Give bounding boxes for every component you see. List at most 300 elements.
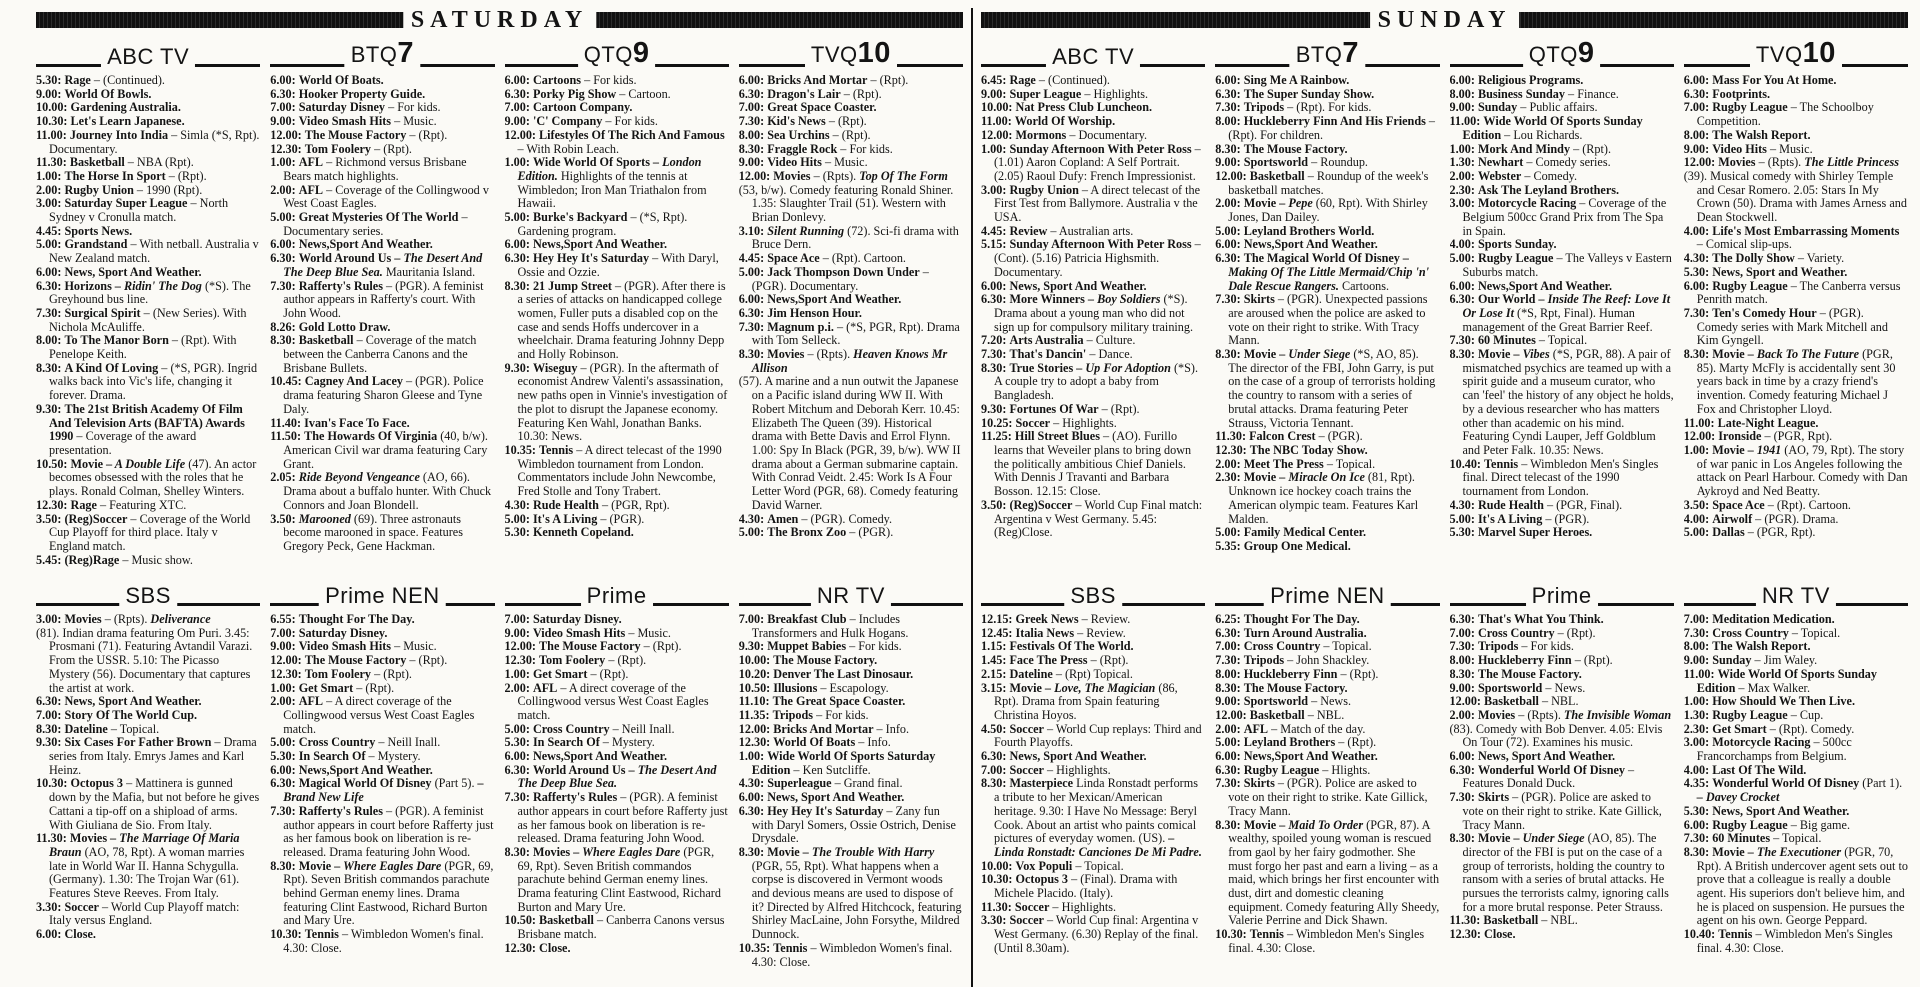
- program-description: – Wimbledon Women's final. 4.30: Close.: [283, 927, 484, 955]
- program-entry: [1684, 348, 1908, 417]
- program-time: 6.30:: [1215, 762, 1241, 777]
- program-description: – (Rpt). For children.: [1228, 114, 1435, 142]
- program-description: – (PGR). Police are asked to vote on their right to strike. Kate Gillick, Tracy Mann.: [1462, 790, 1662, 832]
- program-description: – (Rpts).: [804, 347, 851, 362]
- program-entry: [1215, 654, 1439, 668]
- program-time: 7.00:: [738, 100, 765, 115]
- program-time: 1.30:: [1683, 707, 1710, 722]
- program-title: Tennis: [304, 927, 339, 942]
- program-entry: [505, 513, 729, 527]
- program-title: Religious Programs.: [1477, 73, 1584, 87]
- program-description: – Topical.: [1320, 639, 1372, 654]
- program-time: 6.00:: [1683, 278, 1710, 293]
- program-description: (PGR, 69, Rpt). Seven British commandos parachute behind German enemy lines. Drama featuring Clint Eastwood, Richard Burton and Mary Ure.: [283, 858, 494, 928]
- program-time: 12.00:: [270, 653, 302, 668]
- program-time: 2.00:: [270, 182, 296, 197]
- program-description: – North Sydney v Cronulla match.: [49, 196, 229, 225]
- program-time: 8.00:: [36, 333, 62, 348]
- program-time: 8.30:: [981, 776, 1007, 791]
- program-entry: [1215, 293, 1439, 348]
- program-description: – Music.: [821, 155, 868, 170]
- program-subtitle: – Miracle On Ice: [1276, 470, 1365, 485]
- program-time: 9.00:: [36, 86, 62, 101]
- program-title: Thought For The Day.: [298, 612, 415, 626]
- program-time: 6.00:: [270, 73, 296, 87]
- channel-name: [1523, 38, 1601, 70]
- program-entry: [1684, 723, 1908, 737]
- program-time: 6.30:: [36, 278, 62, 293]
- program-title: More Winners: [1009, 292, 1085, 307]
- program-title: Soccer: [64, 899, 99, 914]
- program-description: (*S). The Greyhound bus line.: [49, 278, 251, 307]
- program-entry: [1215, 819, 1439, 929]
- program-description: – Dance.: [1086, 347, 1133, 362]
- program-entry: [1215, 613, 1439, 627]
- program-entry: [1215, 640, 1439, 654]
- program-title: Rafferty's Rules: [298, 278, 383, 293]
- program-time: 2.00:: [1449, 168, 1475, 183]
- program-description: – Hlights.: [1319, 762, 1371, 777]
- program-entry: [1450, 156, 1674, 170]
- program-entry: [505, 115, 729, 129]
- program-description: – (PGR). Drama.: [1752, 511, 1839, 526]
- program-time: 9.00:: [1449, 100, 1475, 115]
- program-time: 10.50:: [738, 680, 771, 695]
- program-title: Skirts: [1477, 790, 1510, 805]
- program-time: 12.45:: [981, 625, 1013, 640]
- program-entry: [739, 723, 963, 737]
- program-time: 9.00:: [270, 114, 296, 129]
- program-title: Grandstand: [64, 237, 128, 252]
- program-entry: [36, 499, 260, 513]
- program-time: 8.00:: [738, 127, 765, 142]
- program-title: Cross Country: [1243, 639, 1321, 654]
- program-title: Meet The Press: [1243, 456, 1324, 471]
- program-time: 4.00:: [1449, 237, 1475, 252]
- program-entry: [36, 156, 260, 170]
- program-title: Wide World Of Sports Saturday Edition: [751, 749, 936, 777]
- program-description: – Includes Transformers and Hulk Hogans.: [751, 612, 909, 640]
- program-entry: [1684, 777, 1908, 804]
- program-title: Festivals Of The World.: [1009, 639, 1134, 654]
- program-description: (*S, Rpt, Final). Human management of the Great Barrier Reef.: [1462, 305, 1653, 334]
- channel-number: 10: [1802, 38, 1836, 69]
- program-entry: [1684, 668, 1908, 695]
- program-time: 7.00:: [1683, 612, 1710, 626]
- program-title: Get Smart: [298, 680, 354, 695]
- program-title: Rage: [1009, 73, 1036, 87]
- program-time: 1.00:: [738, 749, 765, 764]
- program-time: 11.25:: [981, 429, 1012, 444]
- program-time: 11.50:: [270, 429, 302, 444]
- program-entry: [1215, 471, 1439, 526]
- program-title: Sportsworld: [1243, 694, 1309, 709]
- program-entry: [739, 266, 963, 293]
- program-time: 8.00:: [1683, 127, 1710, 142]
- program-title: Review: [1009, 223, 1048, 238]
- program-description: Cartoons.: [1338, 278, 1390, 293]
- program-title: Bricks And Mortar: [767, 73, 868, 87]
- program-entry: [36, 266, 260, 280]
- program-title: Saturday Disney: [298, 100, 386, 115]
- program-time: 2.30:: [1683, 721, 1710, 736]
- program-entry: [1215, 197, 1439, 224]
- channel-name-text: BTQ: [1295, 42, 1343, 67]
- program-time: 3.50:: [981, 497, 1007, 512]
- program-description: – World Cup Playoff match: Italy versus England.: [49, 899, 240, 928]
- channel-column: [1684, 577, 1908, 987]
- program-time: 5.30:: [36, 73, 62, 87]
- program-title: Tennis: [1718, 927, 1753, 942]
- program-time: 9.30:: [738, 639, 765, 654]
- program-entry: [1684, 74, 1908, 88]
- program-description: – (Rpt). Cartoon.: [1764, 497, 1851, 512]
- channel-header: [36, 38, 260, 74]
- program-time: 6.30:: [504, 251, 530, 266]
- program-description: – (*S, PGR). Ingrid walks back into Vic's life, changing it forever. Drama.: [49, 360, 258, 403]
- program-entry: [1450, 280, 1674, 294]
- program-title: (Reg)Rage: [64, 552, 120, 567]
- program-entry: [36, 74, 260, 88]
- program-description: – (Rpt).: [353, 680, 395, 695]
- program-time: 8.30:: [270, 333, 296, 348]
- program-entry: [270, 471, 494, 512]
- program-time: 5.00:: [504, 210, 530, 225]
- program-entry: [1450, 750, 1674, 764]
- program-title: The Walsh Report.: [1712, 639, 1811, 654]
- program-time: 2.00:: [504, 680, 530, 695]
- program-entry: [505, 791, 729, 846]
- program-title: Video Hits: [1712, 141, 1767, 156]
- program-entry: [1450, 293, 1674, 334]
- program-title: Wiseguy: [532, 360, 578, 375]
- program-time: 6.00:: [1449, 73, 1475, 87]
- program-description: – For kids.: [385, 100, 441, 115]
- program-entry: [1215, 526, 1439, 540]
- program-entry: [1450, 88, 1674, 102]
- program-title: World Around Us: [298, 251, 392, 266]
- program-description: – (Rpt).: [1337, 666, 1379, 681]
- program-entry: [36, 115, 260, 129]
- program-entry: [1215, 627, 1439, 641]
- channel-name-text: NR TV: [1761, 583, 1830, 608]
- program-title: Soccer: [1009, 721, 1044, 736]
- program-time: 6.30:: [981, 292, 1007, 307]
- program-time: 8.00:: [1449, 653, 1475, 668]
- program-title: Hill Street Blues: [1014, 429, 1100, 444]
- program-title: Tennis: [1249, 927, 1284, 942]
- program-time: 6.30:: [1215, 625, 1241, 640]
- program-title: Cross Country: [532, 721, 610, 736]
- program-title: Muppet Babies: [767, 639, 847, 654]
- program-title: Basketball: [1483, 913, 1539, 928]
- program-entry: [1215, 430, 1439, 444]
- program-time: 6.30:: [981, 749, 1007, 764]
- channel-name-text: ABC TV: [1052, 44, 1135, 69]
- program-description: – For kids.: [846, 639, 902, 654]
- program-time: 12.30:: [504, 653, 536, 668]
- program-entry: [1215, 156, 1439, 170]
- program-time: 6.30:: [738, 305, 765, 320]
- program-description: – Features Donald Duck.: [1462, 762, 1635, 791]
- program-entry: [505, 764, 729, 791]
- program-description: – (Rpt).: [1571, 653, 1613, 668]
- program-title: News,Sport And Weather.: [767, 292, 902, 307]
- program-title: News,Sport And Weather.: [1243, 237, 1378, 252]
- program-subtitle: – Love, The Magician: [1041, 680, 1156, 695]
- program-title: It's A Living: [532, 511, 598, 526]
- program-title: Wonderful World Of Disney: [1712, 776, 1860, 791]
- program-entry: [36, 832, 260, 901]
- program-entry: [36, 709, 260, 723]
- program-description: Linda Ronstadt performs a tribute to her Mexican/American heritage. 9.30: I Have No Message: Beryl Cook. About an artist who paints comical pictures of everyday women. (US).: [994, 776, 1198, 846]
- program-time: 9.30:: [981, 401, 1007, 416]
- program-title: Movies: [64, 612, 102, 626]
- program-entry: [739, 682, 963, 696]
- program-description: – Zany fun with Daryl Somers, Ossie Ostrich, Denise Drysdale.: [751, 803, 956, 846]
- program-entry: [270, 417, 494, 431]
- program-title: Get Smart: [1712, 721, 1767, 736]
- program-time: 10.40:: [1449, 456, 1481, 471]
- program-description: – A direct coverage of the Collingwood versus West Coast Eagles match.: [283, 694, 475, 736]
- program-entry: [739, 101, 963, 115]
- program-time: 2.00:: [1215, 456, 1241, 471]
- program-title: Tom Foolery: [304, 141, 372, 156]
- program-entry: [270, 513, 494, 554]
- program-time: 7.30:: [1215, 776, 1241, 791]
- program-time: 7.00:: [1449, 625, 1475, 640]
- program-entry: [505, 526, 729, 540]
- program-time: 4.45:: [981, 223, 1007, 238]
- channel-name-text: Prime: [586, 583, 647, 608]
- program-entry: [1450, 499, 1674, 513]
- top-channel-row: [36, 38, 963, 573]
- program-time: 5.00:: [36, 237, 62, 252]
- program-entry: [981, 499, 1205, 540]
- channel-header: [505, 38, 729, 74]
- program-entry: [981, 627, 1205, 641]
- program-time: 10.40:: [1683, 927, 1716, 942]
- program-entry: [1684, 928, 1908, 955]
- program-entry: [1215, 668, 1439, 682]
- program-title: Horizons: [64, 278, 112, 293]
- program-time: 8.30:: [1215, 347, 1241, 362]
- program-entry: [981, 143, 1205, 184]
- program-description: – Info.: [855, 735, 891, 750]
- program-title: Movies: [1718, 155, 1756, 170]
- program-entry: [739, 709, 963, 723]
- program-title: Denver The Last Dinosaur.: [773, 666, 914, 681]
- channel-header: [36, 577, 260, 613]
- channel-column: [270, 38, 494, 573]
- program-description: – (PGR, Final).: [1543, 497, 1623, 512]
- program-title: Cartoon Company.: [532, 100, 633, 115]
- program-description: – News.: [1308, 694, 1352, 709]
- sunday-section: [981, 8, 1908, 987]
- program-time: 6.00:: [981, 278, 1007, 293]
- program-entry: [270, 101, 494, 115]
- program-title: Motorcycle Racing: [1477, 196, 1577, 211]
- program-title: Sports News.: [64, 223, 133, 238]
- program-time: 1.00:: [1449, 141, 1475, 156]
- program-title: Great Space Coaster.: [767, 100, 877, 115]
- program-entry: [1684, 129, 1908, 143]
- program-time: 11.35:: [738, 707, 770, 722]
- program-description: – (Rpt). With Penelope Keith.: [49, 333, 237, 362]
- program-description: – Documentary series.: [283, 210, 468, 238]
- program-description: Mauritania Island.: [382, 264, 476, 279]
- program-entry: [270, 321, 494, 335]
- program-title: Rude Health: [532, 497, 599, 512]
- program-time: 12.00:: [1683, 155, 1716, 170]
- program-title: Movie: [298, 858, 332, 873]
- program-entry: [1450, 101, 1674, 115]
- program-time: 6.30:: [1683, 86, 1710, 101]
- program-title: Rude Health: [1477, 497, 1544, 512]
- program-description: (40, b/w). American Civil war drama featuring Cary Grant.: [283, 429, 488, 471]
- program-title: World Of Boats.: [298, 73, 384, 87]
- program-title: The Dolly Show: [1712, 251, 1795, 266]
- program-description: – Cartoon.: [616, 86, 671, 101]
- program-time: 10.50:: [504, 913, 536, 928]
- program-entry: [36, 307, 260, 334]
- day-divider: [971, 8, 973, 987]
- program-time: 4.45:: [36, 223, 62, 238]
- program-title: Last Of The Wild.: [1712, 762, 1807, 777]
- program-description: – Featuring XTC.: [96, 497, 187, 512]
- program-time: 5.00:: [1215, 735, 1241, 750]
- program-time: 4.00:: [1683, 223, 1710, 238]
- program-description: – (Rpt).: [840, 86, 882, 101]
- program-time: 3.15:: [981, 680, 1007, 695]
- program-entry: [1684, 654, 1908, 668]
- program-entry: [36, 184, 260, 198]
- program-subtitle: – Up For Adoption: [1073, 360, 1171, 375]
- program-title: Cagney And Lacey: [304, 374, 403, 389]
- program-description: – (PGR).: [1542, 511, 1590, 526]
- program-time: 8.30:: [1449, 347, 1475, 362]
- program-time: 6.30:: [1215, 86, 1241, 101]
- program-title: Tripods: [1243, 100, 1285, 115]
- program-entry: [1450, 526, 1674, 540]
- program-title: Basketball: [298, 333, 354, 348]
- program-time: 5.00:: [1683, 525, 1710, 540]
- channel-name-text: SBS: [1070, 583, 1116, 608]
- program-title: Basketball: [1249, 168, 1305, 183]
- program-description: – (Rpt).: [1098, 401, 1140, 416]
- program-time: 7.30:: [1215, 100, 1241, 115]
- program-entry: [981, 873, 1205, 900]
- program-title: News,Sport And Weather.: [298, 762, 433, 777]
- program-time: 7.00:: [738, 612, 765, 626]
- program-description: (*S). A couple try to adopt a baby from Bangladesh.: [994, 360, 1199, 403]
- program-description: – NBL.: [1538, 694, 1579, 709]
- channel-number: 9: [632, 38, 650, 69]
- program-entry: [1215, 115, 1439, 142]
- program-time: 1.00:: [270, 155, 296, 170]
- program-time: 2.00:: [1215, 721, 1241, 736]
- program-title: Tripods: [1477, 639, 1519, 654]
- program-time: 7.00:: [270, 100, 296, 115]
- program-description: – (PGR). After there is a series of attacks on handicapped college women, Fuller puts a disabled cop on the case and sends Hoffs undercover in a wheelchair. Drama featuring Johnny Depp and Holly Robinson.: [517, 278, 726, 362]
- program-title: Movies: [532, 844, 571, 859]
- program-entry: [739, 225, 963, 252]
- program-time: 6.00:: [504, 73, 530, 87]
- program-title: News, Sport And Weather.: [64, 264, 202, 279]
- program-time: 6.30:: [1449, 612, 1475, 626]
- program-entry: [270, 668, 494, 682]
- program-time: 10.00:: [36, 100, 68, 115]
- program-title: Movie: [70, 456, 104, 471]
- program-description: – Wimbledon Men's Singles final. 4.30: Close.: [1696, 927, 1893, 955]
- program-title: 21 Jump Street: [532, 278, 612, 293]
- program-title: Ask The Leyland Brothers.: [1477, 182, 1620, 197]
- program-description: – The Canberra versus Penrith match.: [1696, 278, 1901, 307]
- program-entry: [1684, 640, 1908, 654]
- program-time: 6.00:: [36, 264, 62, 279]
- program-title: Six Cases For Father Brown: [64, 735, 212, 750]
- program-time: 7.30:: [1683, 305, 1710, 320]
- program-entry: [981, 668, 1205, 682]
- program-description: (81). Indian drama featuring Om Puri. 3.45: Prosmani (71). Featuring Avtandil Varazi. From the USSR. 5.10: The Picasso Mystery (56). Documentary that captures the artist at work.: [36, 625, 253, 695]
- program-description: – (PGR). Comedy.: [798, 511, 893, 526]
- program-title: News,Sport And Weather.: [532, 749, 668, 764]
- program-time: 4.00:: [1683, 511, 1710, 526]
- program-time: 9.00:: [981, 86, 1007, 101]
- program-entry: [505, 238, 729, 252]
- program-time: 7.30:: [981, 347, 1007, 362]
- program-description: – Neill Inall.: [375, 735, 441, 750]
- program-entry: [739, 526, 963, 540]
- program-time: 5.15:: [981, 237, 1007, 252]
- program-title: The Mouse Factory: [304, 127, 407, 142]
- program-title: Huckleberry Finn And His Friends: [1243, 114, 1426, 129]
- program-entry: [981, 115, 1205, 129]
- program-title: Thought For The Day.: [1243, 612, 1360, 626]
- program-subtitle: – Inside The Reef: Love It Or Lose It: [1462, 292, 1671, 320]
- program-entry: [1215, 143, 1439, 157]
- program-time: 7.30:: [270, 278, 296, 293]
- channel-name: [1264, 583, 1391, 609]
- program-entry: [505, 101, 729, 115]
- program-time: 6.00:: [1683, 817, 1710, 832]
- program-entry: [36, 88, 260, 102]
- program-description: – Wimbledon Men's Singles final. Direct telecast of the 1990 tournament from London.: [1462, 456, 1659, 499]
- program-time: 8.30:: [504, 844, 530, 859]
- program-time: 12.00:: [1215, 168, 1247, 183]
- program-time: 8.30:: [1683, 844, 1710, 859]
- program-entry: [36, 362, 260, 403]
- channel-name: [101, 44, 195, 70]
- program-title: Octopus 3: [70, 776, 124, 791]
- program-title: Airwolf: [1712, 511, 1753, 526]
- program-entry: [1450, 914, 1674, 928]
- program-title: World Of Worship.: [1014, 114, 1116, 129]
- program-description: – (Rpt) Topical.: [1052, 666, 1133, 681]
- program-title: Rugby League: [1712, 100, 1788, 115]
- program-time: 11.00:: [1683, 666, 1715, 681]
- program-time: 7.00:: [504, 612, 530, 626]
- program-entry: [505, 280, 729, 362]
- program-entry: [739, 654, 963, 668]
- program-time: 1.00:: [504, 666, 530, 681]
- program-description: – Topical.: [1323, 456, 1376, 471]
- program-description: (PGR, 55, Rpt). What happens when a corpse is discovered in Vermont woods and devious means are used to dispose of it? Directed by Alfred Hitchcock, featuring Shirley MacLaine, John Forsythe, Mildred Dunnock.: [751, 858, 962, 942]
- program-time: 11.30:: [981, 899, 1012, 914]
- program-description: – Review.: [1074, 625, 1126, 640]
- program-title: Let's Learn Japanese.: [70, 114, 185, 129]
- program-time: 6.00:: [1449, 278, 1475, 293]
